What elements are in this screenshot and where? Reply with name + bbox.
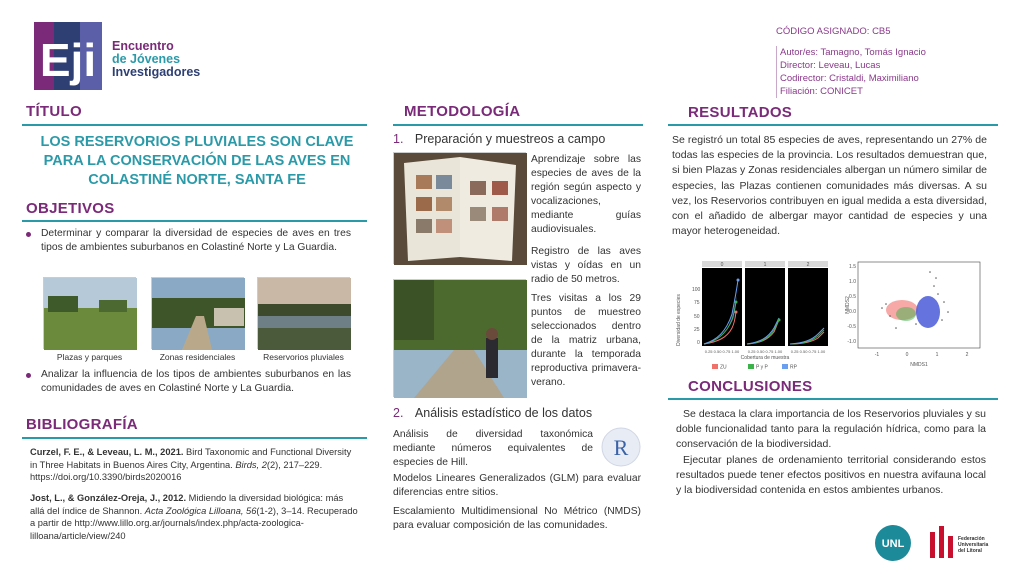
caption-zonas: Zonas residenciales (159, 352, 236, 362)
poster-title: LOS RESERVORIOS PLUVIALES SON CLAVE PARA LA CONSERVACIÓN DE LAS AVES EN COLASTINÉ NORTE, SANTA FE (40, 134, 354, 188)
objetivos-heading: OBJETIVOS (26, 200, 115, 217)
logo-line-2: de Jóvenes (112, 52, 181, 66)
autores: Autor/es: Tamagno, Tomás Ignacio (780, 47, 926, 58)
bibliografia-heading: BIBLIOGRAFÍA (26, 416, 138, 433)
legend-label-pyp: P y P (756, 364, 768, 371)
chart2-xlabel: NMDS1 (910, 362, 928, 368)
chart2-xtick: 1 (935, 352, 939, 358)
step1-number: 1. (393, 132, 404, 146)
diversity-chart (672, 258, 842, 373)
objetivo-text-2: Analizar la influencia de los tipos de ambientes suburbanos en las comunidades de aves en Colastiné Norte y La Guardia. (41, 369, 351, 394)
metodologia-heading: METODOLOGÍA (404, 103, 521, 120)
chart1-ytick: 50 (694, 314, 700, 320)
facet-label: 1 (763, 262, 767, 268)
nmds-chart (846, 258, 986, 373)
step2-title: Análisis estadístico de los datos (414, 406, 593, 420)
filiacion: Filiación: CONICET (780, 86, 863, 97)
photo-zonas (151, 277, 244, 349)
step1-title: Preparación y muestreos a campo (414, 132, 606, 146)
reference-2 (30, 492, 360, 542)
chart2-ytick: 0.5 (849, 294, 856, 300)
author-block (776, 46, 926, 98)
divider (668, 124, 998, 126)
facet-label: 0 (720, 262, 724, 268)
titulo-heading: TÍTULO (26, 103, 82, 120)
photo-birdwatcher (393, 279, 526, 397)
step2-paragraph-2: Modelos Lineares Generalizados (GLM) para evaluar diferencias entre sitios. (393, 473, 641, 498)
legend-label-rp: RP (790, 364, 797, 371)
chart1-xticks: 0.25 0.50 0.75 1.00 (747, 349, 783, 354)
photo-reservorios (257, 277, 350, 349)
chart2-ytick: -1.0 (847, 339, 856, 345)
objetivo-text-1: Determinar y comparar la diversidad de especies de aves en tres tipos de ambientes suburbanos en Colastiné Norte y La Guardia. (41, 228, 351, 253)
legend-swatch-zu (712, 364, 718, 369)
chart1-ytick: 100 (692, 287, 701, 293)
facet-panel (745, 268, 785, 346)
codirector: Codirector: Cristaldi, Maximiliano (780, 73, 919, 84)
step1-paragraph-2: Registro de las aves vistas y oídas en un radio de 50 metros. (531, 246, 641, 285)
fu-line-1: Federación (958, 536, 985, 542)
eji-logo (32, 20, 104, 92)
chart1-ytick: 0 (697, 340, 700, 346)
chart1-xticks: 0.25 0.50 0.75 1.00 (704, 349, 740, 354)
chart2-xtick: 0 (905, 352, 909, 358)
chart1-xticks: 0.25 0.50 0.75 1.00 (790, 349, 826, 354)
ref1-title: Bird Taxonomic and Functional Diversity in Three Habitats in Buenos Aires City, Argentina. (30, 447, 352, 470)
ref1-authors: Curzel, F. E., & Leveau, L. M., 2021. (30, 447, 184, 457)
ref2-journal: Acta Zoológica Lilloana, 56 (144, 505, 257, 516)
bullet-icon (26, 232, 31, 237)
legend-swatch-pyp (748, 364, 754, 369)
legend-label-zu: ZU (720, 364, 727, 371)
facet-label: 2 (806, 262, 810, 268)
caption-plazas: Plazas y parques (56, 352, 123, 362)
objetivo-item-1 (26, 227, 351, 255)
step2-number: 2. (393, 406, 404, 420)
divider (22, 124, 367, 126)
series-rp-point (737, 279, 740, 282)
logo-line-1: Encuentro (112, 39, 174, 53)
ref2-authors: Jost, L., & González-Oreja, J., 2012. (30, 493, 187, 503)
chart2-ytick: 1.5 (849, 264, 856, 270)
ref2-rest: (1-2), 3–14. Recuperado a partir de http://www.lillo.org.ar/journals/index.php/acta-zoologica-lilloana/article/view/240 (30, 505, 358, 541)
resultados-text: Se registró un total 85 especies de aves, representando un 27% de todas las especies de la provincia. Los resultados demuestran que, si bien Plazas y Zonas residenciales albergan un número similar de especies, las Plazas contienen comunidades más diversas. A su vez, los Reservorios contribuyen en igual medida a esta diversidad, con el añadido de albergar mayor cantidad de especies y una mayor heterogeneidad. (672, 134, 987, 238)
ref1-rest: (2), 217–229. https://doi.org/10.3390/birds2020016 (30, 459, 323, 482)
caption-reservorios: Reservorios pluviales (263, 352, 344, 362)
director: Director: Leveau, Lucas (780, 60, 881, 71)
step2-paragraph-3: Escalamiento Multidimensional No Métrico (NMDS) para evaluar composición de las comunidades. (393, 506, 641, 531)
legend-swatch-rp (782, 364, 788, 369)
logo-wordmark (112, 40, 200, 79)
unl-logo (874, 524, 912, 562)
chart1-ylabel: Diversidad de especies (676, 294, 682, 346)
chart1-xlabel: Cobertura de muestra (740, 355, 790, 361)
resultados-heading: RESULTADOS (688, 104, 793, 121)
chart2-ytick: 0.0 (849, 309, 856, 315)
series-pyp-point (735, 301, 738, 304)
nmds-group-pyp (896, 307, 916, 321)
logo-letters: Eji (39, 34, 97, 86)
chart1-ytick: 25 (694, 327, 700, 333)
chart1-ytick: 75 (694, 300, 700, 306)
divider (22, 437, 367, 439)
series-pyp-point (778, 319, 781, 322)
r-logo-letter: R (613, 435, 629, 460)
fu-line-3: del Litoral (958, 548, 982, 554)
fu-logo (926, 522, 998, 564)
bullet-icon (26, 373, 31, 378)
ref1-journal: Birds, 2 (235, 459, 267, 470)
step2-heading (393, 406, 592, 420)
step1-heading (393, 132, 605, 146)
chart2-ytick: 1.0 (849, 279, 856, 285)
fu-line-2: Universitaria (958, 542, 989, 548)
conclusiones-paragraph-2: Ejecutar planes de ordenamiento territorial considerando estos resultados puede tener efectos positivos en nuestra avifauna local y la biodiversidad contenida en estos ambientes urbanos. (676, 454, 986, 497)
divider (22, 220, 367, 222)
divider (393, 124, 643, 126)
photo-plazas (43, 277, 136, 349)
r-logo-icon (601, 427, 641, 467)
logo-line-3: Investigadores (112, 65, 201, 79)
conclusiones-heading: CONCLUSIONES (688, 378, 813, 395)
chart2-ytick: -0.5 (847, 324, 856, 330)
chart2-ylabel: NMDS2 (845, 296, 851, 314)
step1-paragraph-3: Tres visitas a los 29 puntos de muestreo seleccionados dentro de la matriz urbana, durante la temporada reproductiva primavera-verano. (531, 293, 641, 388)
objetivo-item-2 (26, 368, 351, 396)
series-zu-point (735, 311, 738, 314)
unl-text: UNL (881, 538, 905, 550)
step1-paragraph-1: Aprendizaje sobre las especies de aves de la región según aspecto y vocalizaciones, mediante guías audiovisuales. (531, 154, 641, 235)
chart2-xtick: -1 (874, 352, 880, 358)
codigo-asignado: CÓDIGO ASIGNADO: CB5 (776, 26, 891, 37)
ref2-title: Midiendo la diversidad biológica: más allá del índice de Shannon. (30, 493, 344, 516)
divider (668, 398, 998, 400)
photo-field-guide (393, 152, 526, 264)
nmds-group-rp (916, 296, 940, 328)
chart2-xtick: 2 (965, 352, 969, 358)
conclusiones-paragraph-1: Se destaca la clara importancia de los Reservorios pluviales y su doble funcionalidad tanto para la regulación hídrica, como para la conservación de la biodiversidad. (676, 408, 986, 451)
reference-1 (30, 446, 360, 484)
step2-paragraph-1: Análisis de diversidad taxonómica mediante números equivalentes de especies de Hill. (393, 429, 593, 468)
